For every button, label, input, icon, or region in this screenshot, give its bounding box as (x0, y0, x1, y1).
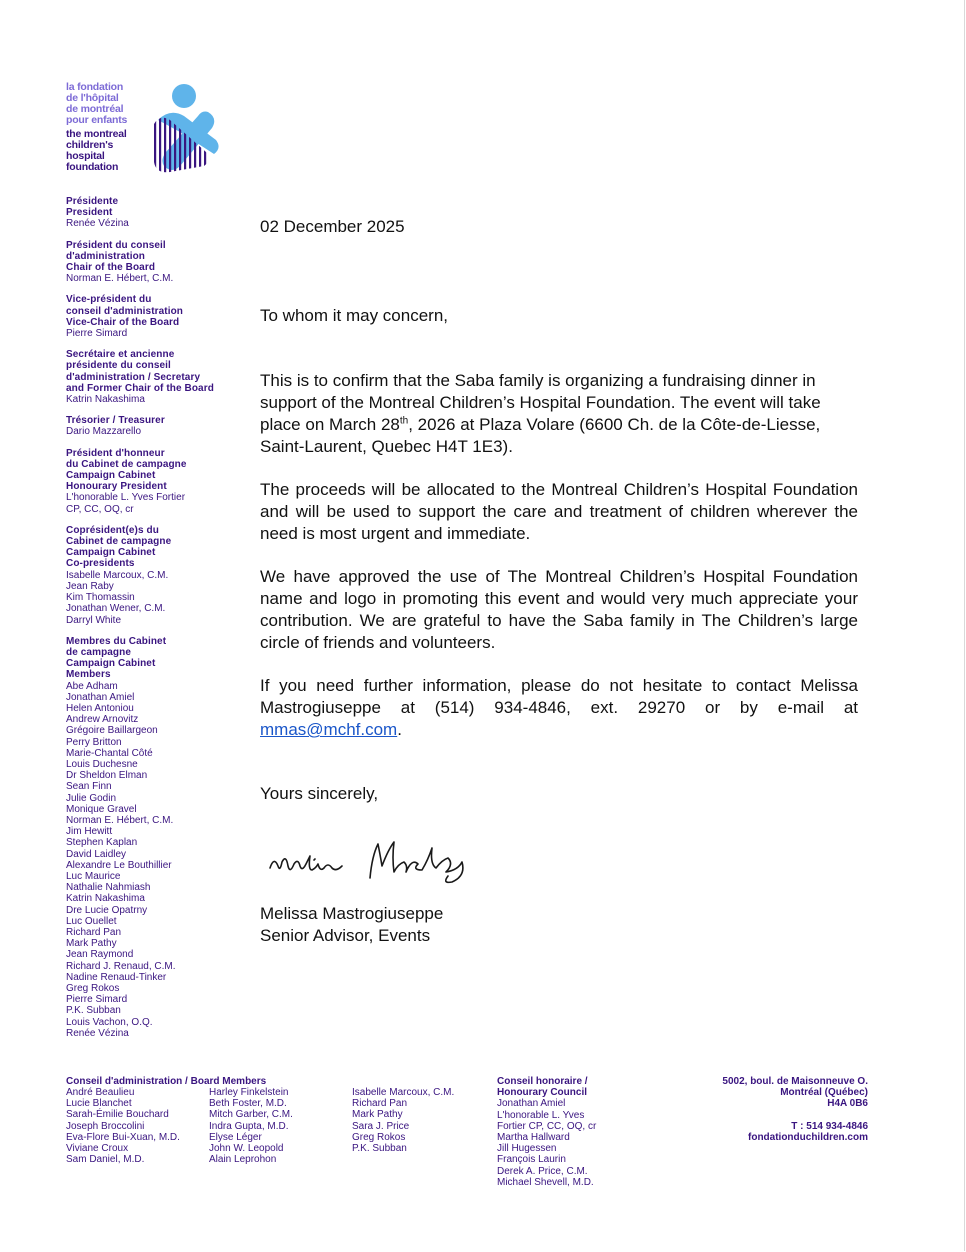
sidebar-name: Jim Hewitt (66, 826, 113, 838)
contact-email-link[interactable]: mmas@mchf.com (260, 720, 398, 739)
council-member: François Laurin (497, 1154, 566, 1166)
sidebar-title: Campaign Cabinet (66, 470, 156, 482)
board-column-3 (352, 1087, 454, 1154)
sidebar-title: Présidente (66, 196, 119, 207)
board-member: Sara J. Price (352, 1120, 410, 1132)
letter-paragraphs (260, 370, 858, 762)
honourary-council (497, 1076, 596, 1188)
council-member: Martha Hallward (497, 1132, 570, 1144)
sidebar-group-cabinet-members (66, 636, 246, 1039)
sidebar-title: d'administration / Secretary (66, 371, 201, 383)
letter-closing: Yours sincerely, (260, 784, 379, 803)
paragraph-text: . (397, 720, 402, 739)
council-member: Jonathan Amiel (497, 1098, 566, 1110)
board-member: Alain Leprohon (209, 1154, 277, 1166)
leadership-sidebar (66, 196, 246, 1049)
signer-title: Senior Advisor, Events (260, 926, 431, 945)
board-member: Harley Finkelstein (209, 1087, 289, 1098)
sidebar-name: Pierre Simard (66, 994, 128, 1006)
sidebar-name: Pierre Simard (66, 328, 128, 340)
phone-number: T : 514 934-4846 (791, 1120, 868, 1132)
sidebar-title: Vice-président du (66, 294, 152, 306)
board-member: Lucie Blanchet (66, 1098, 132, 1110)
sidebar-title: Président du conseil (66, 239, 166, 251)
foundation-logo (66, 82, 226, 177)
sidebar-name: Renée Vézina (66, 1027, 129, 1039)
council-member: Jill Hugessen (497, 1143, 557, 1155)
board-member: Richard Pan (352, 1098, 408, 1110)
sidebar-name: Darryl White (66, 614, 122, 626)
sidebar-group-secretary (66, 349, 246, 405)
sidebar-name: Jean Raymond (66, 949, 134, 961)
logo-text-french (66, 82, 127, 126)
sidebar-name: Katrin Nakashima (66, 394, 145, 406)
paragraph-contact (260, 675, 858, 741)
sidebar-title: President (66, 207, 113, 219)
board-member: Isabelle Marcoux, C.M. (352, 1087, 455, 1098)
logo-en-line: hospital (66, 150, 105, 162)
sidebar-name: Julie Godin (66, 792, 117, 804)
logo-en-line: the montreal (66, 128, 127, 140)
sidebar-name: P.K. Subban (66, 1005, 121, 1017)
sidebar-title: Campaign Cabinet (66, 547, 156, 559)
sidebar-name: Grégoire Baillargeon (66, 725, 158, 737)
sidebar-title: de campagne (66, 646, 132, 658)
logo-en-line: foundation (66, 161, 119, 173)
council-member: Fortier CP, CC, OQ, cr (497, 1120, 597, 1132)
board-column-2 (209, 1087, 293, 1165)
sidebar-title: présidente du conseil (66, 360, 171, 372)
sidebar-name: Greg Rokos (66, 983, 120, 994)
sidebar-name: Abe Adham (66, 680, 118, 692)
logo-fr-line: pour enfants (66, 114, 128, 126)
sidebar-name: Helen Antoniou (66, 702, 134, 714)
board-member: Sam Daniel, M.D. (66, 1154, 145, 1166)
board-member: Viviane Croux (66, 1143, 129, 1155)
handwritten-signature (262, 836, 482, 886)
sidebar-title: Chair of the Board (66, 262, 156, 274)
sidebar-name: Nadine Renaud-Tinker (66, 971, 167, 983)
sidebar-name: Norman E. Hébert, C.M. (66, 814, 174, 826)
paragraph-proceeds: The proceeds will be allocated to the Montreal Children’s Hospital Foundation and will be used to support the care and treatment of children wherever the need is most urgent and immediate. (260, 480, 858, 543)
sidebar-name: Richard J. Renaud, C.M. (66, 960, 176, 972)
sidebar-name: Renée Vézina (66, 218, 129, 230)
sidebar-title: Honourary President (66, 481, 167, 493)
sidebar-name: Richard Pan (66, 926, 122, 938)
paragraph-text: , 2026 at Plaza Volare (6600 Ch. de la Côte-de-Liesse, Saint-Laurent, Quebec H4T 1E3). (260, 415, 821, 456)
sidebar-name: Perry Britton (66, 736, 122, 748)
sidebar-group-vice-chair (66, 294, 246, 339)
letter-date: 02 December 2025 (260, 217, 405, 236)
sidebar-title: Coprésident(e)s du (66, 524, 159, 536)
sidebar-name: Luc Ouellet (66, 915, 117, 927)
address-line: H4A 0B6 (827, 1098, 868, 1110)
sidebar-name: L'honorable L. Yves Fortier (66, 492, 186, 504)
foundation-address (722, 1076, 868, 1143)
sidebar-title: and Former Chair of the Board (66, 382, 214, 394)
sidebar-title: Members (66, 669, 111, 681)
board-member: Mitch Garber, C.M. (209, 1109, 293, 1121)
logo-fr-line: de montréal (66, 103, 124, 115)
board-member: Eva-Flore Bui-Xuan, M.D. (66, 1131, 180, 1143)
sidebar-name: Stephen Kaplan (66, 837, 138, 849)
sidebar-name: Jonathan Wener, C.M. (66, 603, 166, 615)
footer (0, 1076, 966, 1196)
board-member: Indra Gupta, M.D. (209, 1120, 289, 1132)
sidebar-name: Mark Pathy (66, 938, 117, 950)
sidebar-name: Sean Finn (66, 781, 112, 793)
sidebar-group-chair (66, 240, 246, 285)
logo-figure-icon (150, 82, 220, 177)
sidebar-name: Marie-Chantal Côté (66, 747, 153, 759)
board-members-title: Conseil d'administration / Board Members (66, 1076, 267, 1087)
sidebar-name: Jean Raby (66, 580, 114, 592)
sidebar-group-president (66, 196, 246, 230)
logo-text-english (66, 129, 127, 173)
sidebar-name: Andrew Arnovitz (66, 714, 139, 726)
sidebar-name: Dario Mazzarello (66, 426, 142, 438)
board-member: Joseph Broccolini (66, 1120, 145, 1132)
sidebar-name: Luc Maurice (66, 870, 121, 882)
sidebar-name: Monique Gravel (66, 803, 137, 815)
sidebar-name: Isabelle Marcoux, C.M. (66, 569, 169, 581)
letter-greeting: To whom it may concern, (260, 306, 449, 325)
sidebar-name: Alexandre Le Bouthillier (66, 859, 172, 871)
board-member: Beth Foster, M.D. (209, 1098, 287, 1110)
sidebar-name: Katrin Nakashima (66, 893, 145, 905)
sidebar-title: d'administration (66, 250, 145, 262)
paragraph-event-confirmation (260, 370, 858, 458)
paragraph-text: This is to confirm that the Saba family is organizing a fundraising dinner in support of the Montreal Children’s Hospital Foundation. The event will take place on March 28 (260, 371, 821, 434)
sidebar-title: Président d'honneur (66, 447, 165, 459)
sidebar-name: Louis Vachon, O.Q. (66, 1016, 153, 1028)
sidebar-title: Membres du Cabinet (66, 635, 167, 647)
ordinal-suffix: th (399, 415, 409, 427)
signer-name: Melissa Mastrogiuseppe (260, 904, 444, 923)
board-member: Elyse Léger (209, 1131, 262, 1143)
sidebar-title: conseil d'administration (66, 305, 184, 317)
board-member: Greg Rokos (352, 1131, 406, 1143)
sidebar-name: Norman E. Hébert, C.M. (66, 273, 174, 285)
signer-block (260, 903, 443, 947)
sidebar-name: Kim Thomassin (66, 592, 135, 604)
paragraph-approval: We have approved the use of The Montreal Children’s Hospital Foundation name and logo in promoting this event and would very much appreciate your contribution. We are grateful to have the Saba family in The Children’s large circle of friends and volunteers. (260, 567, 858, 652)
website-link[interactable]: fondationduchildren.com (748, 1131, 868, 1143)
sidebar-name: Dr Sheldon Elman (66, 770, 148, 782)
council-title: Honourary Council (497, 1087, 588, 1099)
board-member: P.K. Subban (352, 1143, 407, 1155)
address-line: Montréal (Québec) (780, 1087, 868, 1099)
sidebar-group-honourary-president (66, 448, 246, 515)
address-line: 5002, boul. de Maisonneuve O. (722, 1076, 868, 1087)
sidebar-name: Dre Lucie Opatrny (66, 904, 148, 916)
sidebar-name: CP, CC, OQ, cr (66, 503, 134, 515)
sidebar-title: Cabinet de campagne (66, 536, 172, 548)
sidebar-title: Campaign Cabinet (66, 658, 156, 670)
sidebar-name: Jonathan Amiel (66, 691, 135, 703)
sidebar-title: du Cabinet de campagne (66, 458, 187, 470)
board-member: Sarah-Émilie Bouchard (66, 1109, 169, 1121)
sidebar-group-treasurer (66, 415, 246, 437)
sidebar-title: Co-presidents (66, 558, 135, 570)
sidebar-name: David Laidley (66, 848, 127, 860)
sidebar-title: Secrétaire et ancienne (66, 349, 175, 361)
sidebar-title: Vice-Chair of the Board (66, 316, 180, 328)
address-spacer (722, 1110, 868, 1121)
council-member: L'honorable L. Yves (497, 1109, 585, 1121)
sidebar-name: Louis Duchesne (66, 758, 138, 770)
board-member: Mark Pathy (352, 1109, 403, 1121)
board-member: André Beaulieu (66, 1087, 135, 1098)
council-title: Conseil honoraire / (497, 1076, 588, 1087)
sidebar-name: Nathalie Nahmiash (66, 882, 151, 894)
council-member: Michael Shevell, M.D. (497, 1176, 594, 1188)
logo-fr-line: la fondation (66, 81, 124, 93)
logo-en-line: children's (66, 139, 114, 151)
board-column-1 (66, 1087, 180, 1165)
board-member: John W. Leopold (209, 1143, 284, 1155)
council-member: Derek A. Price, C.M. (497, 1165, 588, 1177)
sidebar-title: Trésorier / Treasurer (66, 415, 165, 427)
sidebar-group-co-presidents (66, 525, 246, 626)
paragraph-text: If you need further information, please do not hesitate to contact Melissa Mastrogiuseppe at (514) 934-4846, ext. 29270 or by e-mail at (260, 676, 858, 717)
logo-fr-line: de l'hôpital (66, 92, 119, 104)
